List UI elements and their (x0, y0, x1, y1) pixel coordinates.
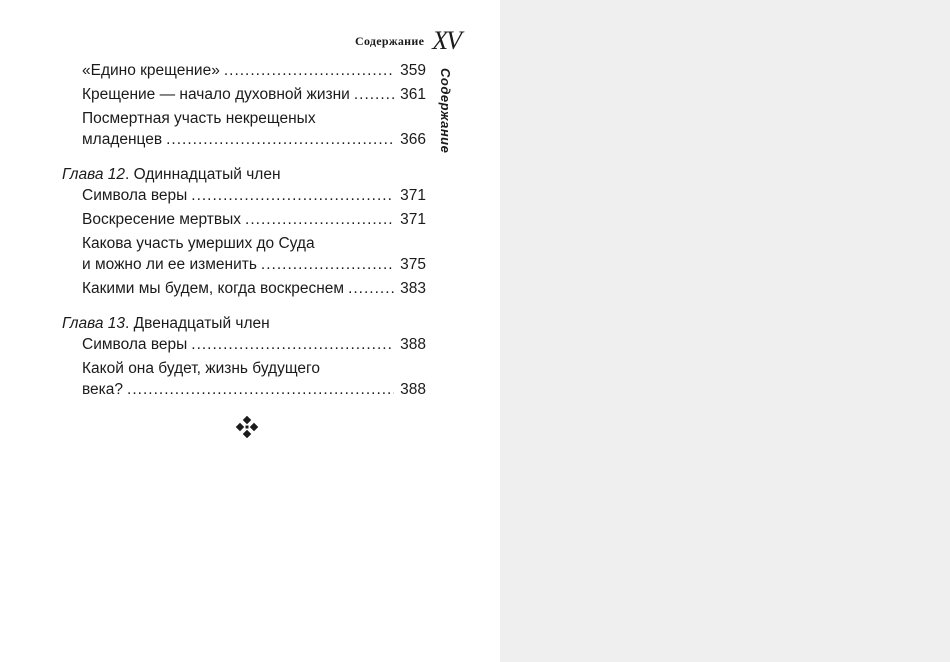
toc-entry-title-cont: века? (82, 381, 124, 398)
toc-entry-page: 383 (400, 280, 426, 297)
running-head (354, 26, 460, 55)
toc-entry-page: 371 (400, 211, 426, 228)
chapter-13 (62, 313, 426, 400)
toc-entry-title: Крещение — начало духовной жизни (82, 86, 350, 103)
chapter-title: . Двенадцатый член (125, 315, 270, 332)
toc-entry (82, 108, 426, 150)
diamond-cross-ornament-icon (236, 416, 258, 438)
toc-entry-page: 361 (400, 86, 426, 103)
toc-entry (82, 233, 426, 275)
toc-entry-page: 388 (400, 336, 426, 353)
toc-entry-page: 366 (400, 131, 426, 148)
toc-entry-title: Какой она будет, жизнь будущего (82, 360, 320, 377)
running-head-title: Содержание (354, 34, 425, 48)
chapter-title: . Одиннадцатый член (125, 166, 281, 183)
side-section-label: Содержание (438, 68, 453, 154)
toc-entry (82, 334, 426, 355)
toc-entry-title: Какова участь умерших до Суда (82, 235, 315, 252)
chapter-subtitle: Символа веры (82, 336, 188, 353)
toc-entry (82, 84, 426, 105)
toc-entry-title: Воскресение мертвых (82, 211, 242, 228)
toc-entry-title-cont: и можно ли ее изменить (82, 256, 257, 273)
toc-entry-page: 388 (400, 381, 426, 398)
page-number: XV (432, 26, 460, 55)
toc-entry (82, 60, 426, 81)
toc-entry-page: 359 (400, 62, 426, 79)
chapter-12 (62, 164, 426, 299)
toc-entry-title: Какими мы будем, когда воскреснем (82, 280, 345, 297)
table-of-contents (62, 60, 426, 403)
toc-entry-title: Посмертная участь некрещеных (82, 110, 316, 127)
chapter-subtitle: Символа веры (82, 187, 188, 204)
chapter-label: Глава 13 (62, 315, 126, 332)
toc-entry (82, 278, 426, 299)
toc-entry (82, 209, 426, 230)
toc-entry-title: «Едино крещение» (82, 62, 220, 79)
chapter-heading (62, 313, 426, 334)
chapter-heading (62, 164, 426, 185)
toc-entry-page: 371 (400, 187, 426, 204)
toc-entry (82, 358, 426, 400)
chapter-label: Глава 12 (62, 166, 126, 183)
background-area (500, 0, 950, 662)
toc-entry-title-cont: младенцев (82, 131, 163, 148)
toc-entry-page: 375 (400, 256, 426, 273)
toc-entry (82, 185, 426, 206)
